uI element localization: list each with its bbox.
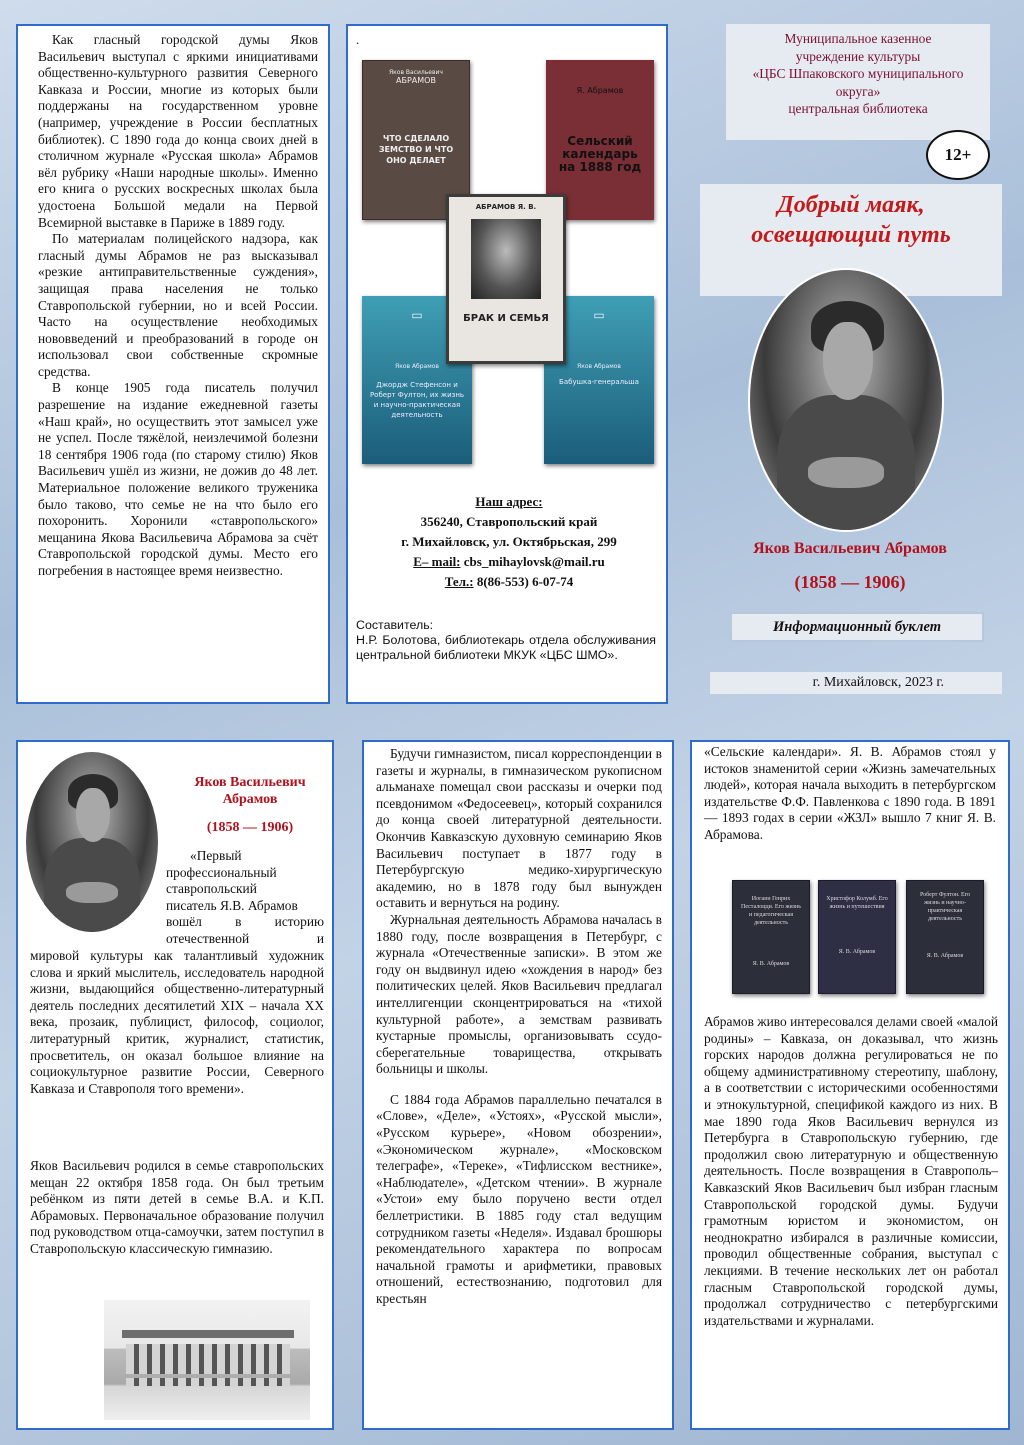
book-author: Яков Абрамов xyxy=(395,363,439,370)
book-cover-marriage xyxy=(446,194,566,364)
cover-name: Яков Васильевич Абрамов xyxy=(753,540,947,557)
book-title: Роберт Фултон. Его жизнь и научно-практическая деятельность xyxy=(919,892,971,922)
city-year: г. Михайловск, 2023 г. xyxy=(812,675,944,690)
email-link[interactable]: cbs_mihaylovsk@mail.ru xyxy=(460,554,605,569)
intro-years: (1858 — 1906) xyxy=(206,820,294,835)
paragraph: Абрамов живо интересовался делами своей «малой родины» – Кавказа, он доказывал, что жизнь горских народов должна регулироваться не по общему административному стереотипу, шаблону, а в соответствии с историческими особенностями и этнокультурной, спецификой каждого из них. В мае 1890 года Яков Васильевич вернулся из Петербурга в Ставропольскую губернию, где продолжил свою литературную и общественную деятельность. После возвращения в Ставрополь–Кавказский Яков Васильевич был избран гласным Ставропольской городской думы. Будучи грамотным юристом и экономистом, он неоднократно избирался в различные комиссии, проводил общественные собрания, выступал с лекциями. В течение нескольких лет он работал гласным Ставропольской городской думы, продолжал сотрудничество с петербургскими издательствами и журналами. xyxy=(704,1014,998,1328)
quote-line: отечественной и xyxy=(166,930,324,946)
org-text xyxy=(726,30,990,118)
email-line xyxy=(348,552,668,572)
email-label: E– mail: xyxy=(413,554,461,569)
paragraph: С 1884 года Абрамов параллельно печатался в «Слове», «Деле», «Устоях», «Русской мысли», «Русском курьере», «Новом обозрении», «Экономическом журнале», «Московском телеграфе», «Тереке», «Тифлисском вестнике», «Наблюдателе», «Детском чтении». В журнале «Устои» ему было поручено вести отдел беллетристики. В 1885 году стал ведущим сотрудником газеты «Неделя». Издавал брошюры рекомендательного характера по вопросам начальной грамоты и арифметики, правовых отношений, естествознанию, подготовил для крестьян xyxy=(376,1091,662,1306)
org-line: округа» xyxy=(835,83,881,99)
paragraph: По материалам полицейского надзора, как гласный думы Абрамов не раз высказывал «резкие антиправительственные суждения», защищая права населения не только Ставропольской губернии, но и всей России. Часто на осуществление необходимых нововведений и преобразований в городе он использовал свои собственные скромные средства. xyxy=(38,231,318,379)
book-title: Иоганн Генрих Песталоцци. Его жизнь и педагогическая деятельность xyxy=(741,896,801,926)
panel-zhzl xyxy=(690,740,1010,1430)
quote-line: профессиональный xyxy=(166,864,277,880)
paragraph: Как гласный городской думы Яков Васильевич выступал с яркими инициативами общественно-культурного развития Северного Кавказа и России, многие из которых были поддержаны на государственном уровне (например, учреждение в России бесплатных библиотек). С 1890 года до конца своих дней в столичном журнале «Русская школа» Абрамов вёл рубрику «Наши народные школы». Именно его книга о русских воскресных школах была удостоена Большой медали на Первой Всемирной выставке в Париже в 1889 году. xyxy=(38,32,318,230)
panel-books-contacts xyxy=(346,24,668,704)
name-line: Яков Васильевич xyxy=(194,775,306,790)
birth-paragraph: Яков Васильевич родился в семье ставропольских мещан 22 октября 1858 года. Он был третьим ребёнком из пяти детей в семье В.А. и К.П. Абрамовых. Первоначальное образование получил под руководством отца-самоучки, затем поступил в Ставропольскую классическую гимназию. xyxy=(30,1158,324,1256)
booklet-label: Информационный буклет xyxy=(773,619,941,635)
building-windows xyxy=(126,1378,290,1386)
portrait-hands xyxy=(66,882,119,904)
portrait-face xyxy=(76,788,110,842)
book-author: Я. В. Абрамов xyxy=(752,961,790,967)
paragraph: В конце 1905 года писатель получил разрешение на издание ежедневной газеты «Наш край», но осуществить этот замысел уже не успел. После тяжёлой, неизлечимой болезни 18 сентября 1906 года (по старому стилю) Яков Васильевич ушёл из жизни, не дожив до 48 лет. Материальное положение великого труженика было таково, что семье не на что было его похоронить. Хоронили «ставропольского» мещанина Якова Васильевича Абрамова за счёт Ставропольской городской думы. Место его погребения в настоящее время неизвестно. xyxy=(38,380,318,578)
phone-number: 8(86-553) 6-07-74 xyxy=(473,574,574,589)
book-title: Христофор Колумб. Его жизнь и путешествия xyxy=(826,896,888,910)
gymnasium-photo xyxy=(104,1300,310,1420)
compiler-block xyxy=(356,618,656,663)
book-author: АБРАМОВ Я. В. xyxy=(475,203,537,211)
book-title: Сельский календарь на 1888 год xyxy=(558,134,642,174)
cover-years: (1858 — 1906) xyxy=(794,572,906,592)
book-author: Я. В. Абрамов xyxy=(838,949,876,955)
quote-line: «Первый xyxy=(190,848,242,863)
quote-line: писатель Я.В. Абрамов xyxy=(166,897,298,913)
quote-line: ставропольский xyxy=(166,881,257,897)
org-line: учреждение культуры xyxy=(795,48,921,64)
title-line: освещающий путь xyxy=(751,222,951,248)
title-line: Добрый маяк, xyxy=(777,192,925,218)
zhzl-book-columbus xyxy=(818,880,896,994)
book-title: Джордж Стефенсон и Роберт Фултон, их жизнь и научно-практическая деятельность xyxy=(369,381,465,419)
address-block xyxy=(348,492,668,592)
panel-biography-end xyxy=(16,24,330,704)
panel-career xyxy=(362,740,674,1430)
book-author: АБРАМОВ xyxy=(396,76,436,85)
front-cover xyxy=(690,20,1010,710)
portrait-photo-small xyxy=(26,752,158,932)
compiler-text: Н.Р. Болотова, библиотекарь отдела обслуживания центральной библиотеки МКУК «ЦБС ШМО». xyxy=(356,633,656,662)
portrait-face xyxy=(823,322,873,400)
panel-intro xyxy=(16,740,334,1430)
book-title: Бабушка-генеральша xyxy=(559,378,639,386)
address-line: г. Михайловск, ул. Октябрьская, 299 xyxy=(401,534,617,549)
org-line: центральная библиотека xyxy=(788,101,928,117)
dot-mark: . xyxy=(356,32,360,47)
quote-line: вошёл в историю xyxy=(166,914,324,930)
phone-line xyxy=(348,572,668,592)
book-author: Яков Абрамов xyxy=(577,363,621,370)
address-label: Наш адрес: xyxy=(475,494,543,509)
org-line: Муниципальное казенное xyxy=(784,31,932,46)
book-author: Яков Васильевич xyxy=(389,69,443,76)
portrait-hands xyxy=(808,457,885,488)
quote-lines xyxy=(166,848,324,948)
phone-label: Тел.: xyxy=(444,574,474,589)
portrait-photo xyxy=(748,268,944,532)
compiler-label: Составитель: xyxy=(356,618,434,632)
building-windows xyxy=(126,1344,290,1374)
paragraph: «Сельские календари». Я. В. Абрамов стоял у истоков знаменитой серии «Жизнь замечательных людей», которая начала выходить в петербургском издательстве Ф.Ф. Павленкова с 1890 года. В 1891 — 1893 годах в серии «ЖЗЛ» вышло 7 книг Я. В. Абрамова. xyxy=(704,744,996,842)
book-portrait xyxy=(471,219,541,299)
org-line: «ЦБС Шпаковского муниципального xyxy=(752,66,964,82)
book-title: БРАК И СЕМЬЯ xyxy=(463,313,549,324)
book-emblem-icon: ▭ xyxy=(411,308,423,322)
paragraph: Журнальная деятельность Абрамова началась в 1880 году, после возвращения в Петербург, с журнала «Отечественные записки». В этом же году он выдвинул идею «хождения в народ» без политических целей. Яков Васильевич предлагал интеллигенции сконцентрироваться на «тихой культурной работе», а земствам развивать кустарные промыслы, организовывать ссудо-сберегательные товарищества, открывать больницы и школы. xyxy=(376,911,662,1077)
cover-title xyxy=(700,190,1002,250)
book-emblem-icon: ▭ xyxy=(593,308,605,322)
building-roof xyxy=(122,1330,294,1338)
age-rating-badge: 12+ xyxy=(926,130,990,180)
name-line: Абрамов xyxy=(222,792,278,807)
book-title: ЧТО СДЕЛАЛО ЗЕМСТВО И ЧТО ОНО ДЕЛАЕТ xyxy=(378,134,454,165)
quote-rest: мировой культуры как талантливый художник слова и яркий мыслитель, исследователь народной жизни, выдающийся общественно-литературный деятель последних десятилетий XIX – начала XX века, прозаик, публицист, философ, социолог, литературный критик, журналист, статистик, просветитель, он оказал большое влияние на социокультурное развитие России, Северного Кавказа и Ставрополя того времени». xyxy=(30,948,324,1096)
book-author: Я. В. Абрамов xyxy=(926,953,964,959)
zhzl-book-pestalozzi xyxy=(732,880,810,994)
book-author: Я. Абрамов xyxy=(576,86,624,95)
address-line: 356240, Ставропольский край xyxy=(420,514,598,529)
intro-name xyxy=(170,774,330,808)
paragraph: Будучи гимназистом, писал корреспонденции в газеты и журналы, в гимназическом рукописном альманахе помещал свои рассказы и очерки под псевдонимом «Федосеевец», который сохранился до конца своей литературной деятельности. Окончив Кавказскую духовную семинарию Яков Васильевич поступает в 1877 году в Петербургскую медико-хирургическую академию, но в 1878 году был вынужден оставить и вернуться на родину. xyxy=(376,746,662,911)
zhzl-book-fulton xyxy=(906,880,984,994)
